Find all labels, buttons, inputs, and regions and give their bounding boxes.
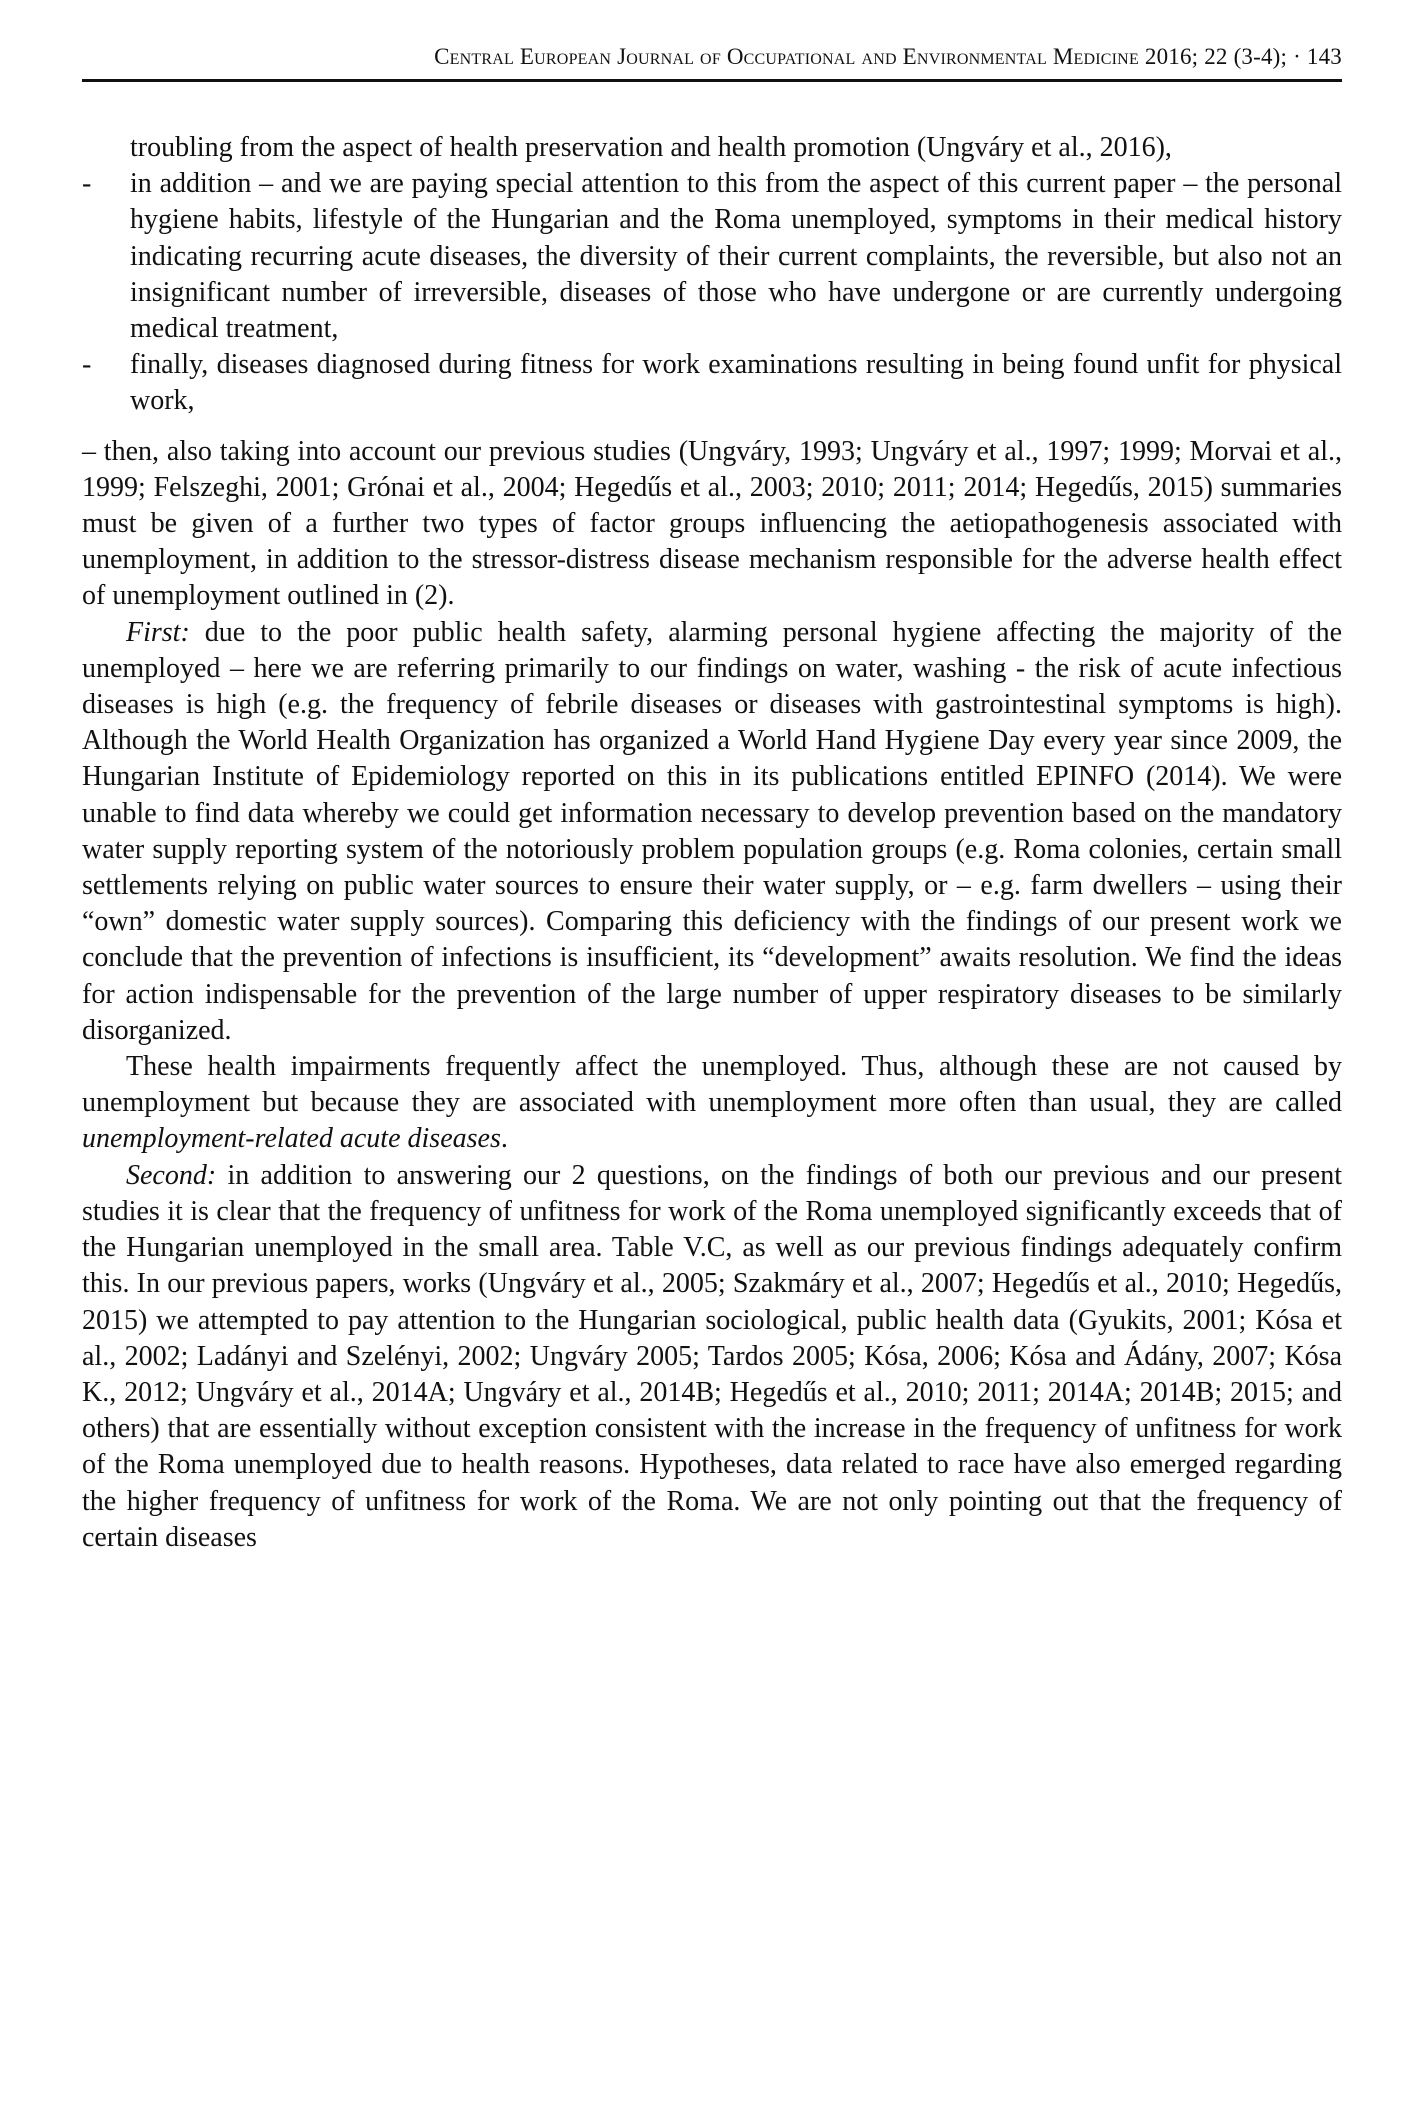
paragraph-end: . — [500, 1123, 508, 1155]
paragraph-second — [82, 1158, 1342, 1556]
bullet-text: finally, diseases diagnosed during fitness for work examinations resulting in being found unfit for physical work, — [130, 349, 1342, 417]
continuation-text: troubling from the aspect of health preservation and health promotion (Ungváry et al., 2016), — [130, 132, 1172, 163]
paragraph-first — [82, 615, 1342, 1049]
italic-term: unemployment-related acute diseases — [82, 1123, 501, 1155]
paragraph-these — [82, 1049, 1342, 1158]
paragraph-lead: Second: — [126, 1159, 217, 1191]
header-rule — [82, 79, 1342, 82]
paragraph-lead: First: — [126, 616, 190, 648]
running-header — [82, 42, 1342, 72]
issue-page-citation: 2016; 22 (3-4); · 143 — [1144, 44, 1342, 69]
bullet-item — [82, 347, 1342, 419]
bullet-marker: - — [82, 349, 92, 381]
paragraph-text: in addition to answering our 2 questions, on the findings of both our previous and our present studies it is clear that the frequency of unfitness for work of the Roma unemployed significantly exceeds that of the Hungarian unemployed in the small area. Table V.C, as well as our previous findings adequately confirm this. In our previous papers, works (Ungváry et al., 2005; Szakmáry et al., 2007; Hegedűs et al., 2010; Hegedűs, 2015) we attempted to pay attention to the Hungarian sociological, public health data (Gyukits, 2001; Kósa et al., 2002; Ladányi and Szelényi, 2002; Ungváry 2005; Tardos 2005; Kósa, 2006; Kósa and Ádány, 2007; Kósa K., 2012; Ungváry et al., 2014A; Ungváry et al., 2014B; Hegedűs et al., 2010; 2011; 2014A; 2014B; 2015; and others) that are essentially without exception consistent with the increase in the frequency of unfitness for work of the Roma unemployed due to health reasons. Hypotheses, data related to race have also emerged regarding the higher frequency of unfitness for work of the Roma. We are not only pointing out that the frequency of certain diseases — [82, 1159, 1342, 1553]
journal-name: Central European Journal of Occupational and Environmental Medicine — [434, 44, 1139, 69]
bullet-item — [82, 166, 1342, 347]
bullet-text: in addition – and we are paying special attention to this from the aspect of this current paper – the personal hygiene habits, lifestyle of the Hungarian and the Roma unemployed, symptoms in their medical history indicating recurring acute diseases, the diversity of their current complaints, the reversible, but also not an insignificant number of irreversible, diseases of those who have undergone or are currently undergoing medical treatment, — [130, 168, 1342, 345]
article-body — [82, 130, 1342, 1556]
paragraph-text: These health impairments frequently affect the unemployed. Thus, although these are not caused by unemployment but because they are associated with unemployment more often than usual, they are called — [82, 1051, 1342, 1119]
bullet-marker: - — [82, 168, 92, 200]
paragraph-text: due to the poor public health safety, alarming personal hygiene affecting the majority of the unemployed – here we are referring primarily to our findings on water, washing - the risk of acute infectious diseases is high (e.g. the frequency of febrile diseases or diseases with gastrointestinal symptoms is high). Although the World Health Organization has organized a World Hand Hygiene Day every year since 2009, the Hungarian Institute of Epidemiology reported on this in its publications entitled EPINFO (2014). We were unable to find data whereby we could get information necessary to develop prevention based on the mandatory water supply reporting system of the notoriously problem population groups (e.g. Roma colonies, certain small settlements relying on public water sources to ensure their water supply, or – e.g. farm dwellers – using their “own” domestic water supply sources). Comparing this deficiency with the findings of our present work we conclude that the prevention of infections is insufficient, its “development” awaits resolution. We find the ideas for action indispensable for the prevention of the large number of upper respiratory diseases to be similarly disorganized. — [82, 616, 1342, 1046]
paragraph-then: – then, also taking into account our previous studies (Ungváry, 1993; Ungváry et al., 1997; 1999; Morvai et al., 1999; Felszeghi, 2001; Grónai et al., 2004; Hegedűs et al., 2003; 2010; 2011; 2014; Hegedűs, 2015) summaries must be given of a further two types of factor groups influencing the aetiopathogenesis associated with unemployment, in addition to the stressor-distress disease mechanism responsible for the adverse health effect of unemployment outlined in (2). — [82, 435, 1342, 612]
